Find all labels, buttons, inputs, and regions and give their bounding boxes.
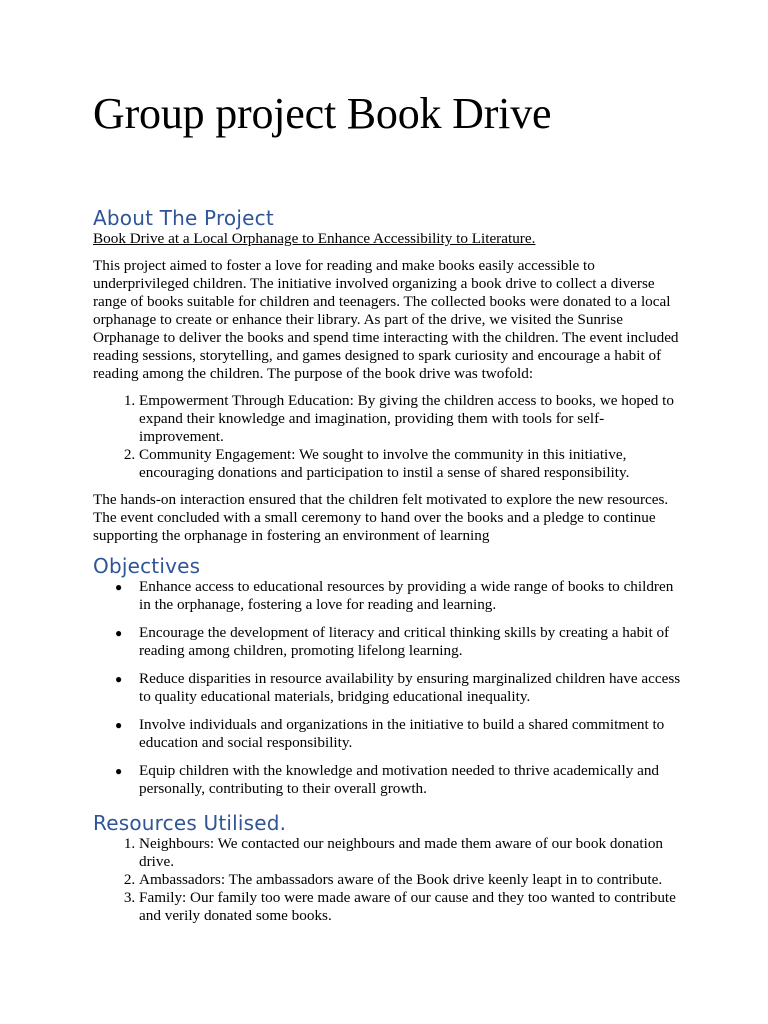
document-page: [93, 86, 683, 925]
about-heading: About The Project: [93, 206, 274, 230]
bullet-icon: ●: [115, 718, 123, 732]
objectives-heading: Objectives: [93, 554, 201, 578]
list-item-text: Enhance access to educational resources by providing a wide range of books to children in the orphanage, fostering a love for reading and learning.: [139, 578, 674, 613]
about-subtitle: Book Drive at a Local Orphanage to Enhance Accessibility to Literature.: [93, 230, 536, 247]
list-item: [115, 624, 683, 660]
list-item: [115, 716, 683, 752]
resources-list: [93, 835, 683, 925]
list-item-text: Equip children with the knowledge and motivation needed to thrive academically and personally, contributing to their overall growth.: [139, 762, 660, 797]
list-item-text: Encourage the development of literacy and critical thinking skills by creating a habit of reading among children, promoting lifelong learning.: [139, 624, 670, 659]
list-item: [115, 762, 683, 798]
bullet-icon: ●: [115, 764, 123, 778]
resources-heading: Resources Utilised.: [93, 811, 287, 835]
list-item: [115, 578, 683, 614]
bullet-icon: ●: [115, 672, 123, 686]
list-item: [115, 670, 683, 706]
list-item: 1. Neighbours: We contacted our neighbours and made them aware of our book donation drive.: [139, 835, 683, 871]
bullet-icon: ●: [115, 626, 123, 640]
about-intro-paragraph: This project aimed to foster a love for reading and make books easily accessible to underprivileged children. The initiative involved organizing a book drive to collect a diverse range of books suitable for children and teenagers. The collected books were donated to a local orphanage to create or enhance their library. As part of the drive, we visited the Sunrise Orphanage to deliver the books and spend time interacting with the children. The event included reading sessions, storytelling, and games designed to spark curiosity and encourage a habit of reading among the children. The purpose of the book drive was twofold:: [93, 257, 679, 382]
list-item-text: Reduce disparities in resource availability by ensuring marginalized children have access to quality educational materials, bridging educational inequality.: [139, 670, 681, 705]
document-title: Group project Book Drive: [93, 89, 552, 138]
list-item-text: Involve individuals and organizations in the initiative to build a shared commitment to education and social responsibility.: [139, 716, 665, 751]
list-item: 1. Empowerment Through Education: By giving the children access to books, we hoped to expand their knowledge and imagination, providing them with tools for self-improvement.: [139, 392, 683, 446]
list-item: 2. Ambassadors: The ambassadors aware of the Book drive keenly leapt in to contribute.: [139, 871, 683, 889]
about-closing-paragraph: The hands-on interaction ensured that the children felt motivated to explore the new resources. The event concluded with a small ceremony to hand over the books and a pledge to continue supporting the orphanage in fostering an environment of learning: [93, 491, 669, 544]
bullet-icon: ●: [115, 580, 123, 594]
objectives-list: [93, 578, 683, 798]
list-item: 3. Family: Our family too were made aware of our cause and they too wanted to contribute and verily donated some books.: [139, 889, 683, 925]
about-purpose-list: [93, 392, 683, 482]
list-item: 2. Community Engagement: We sought to involve the community in this initiative, encouraging donations and participation to instil a sense of shared responsibility.: [139, 446, 683, 482]
